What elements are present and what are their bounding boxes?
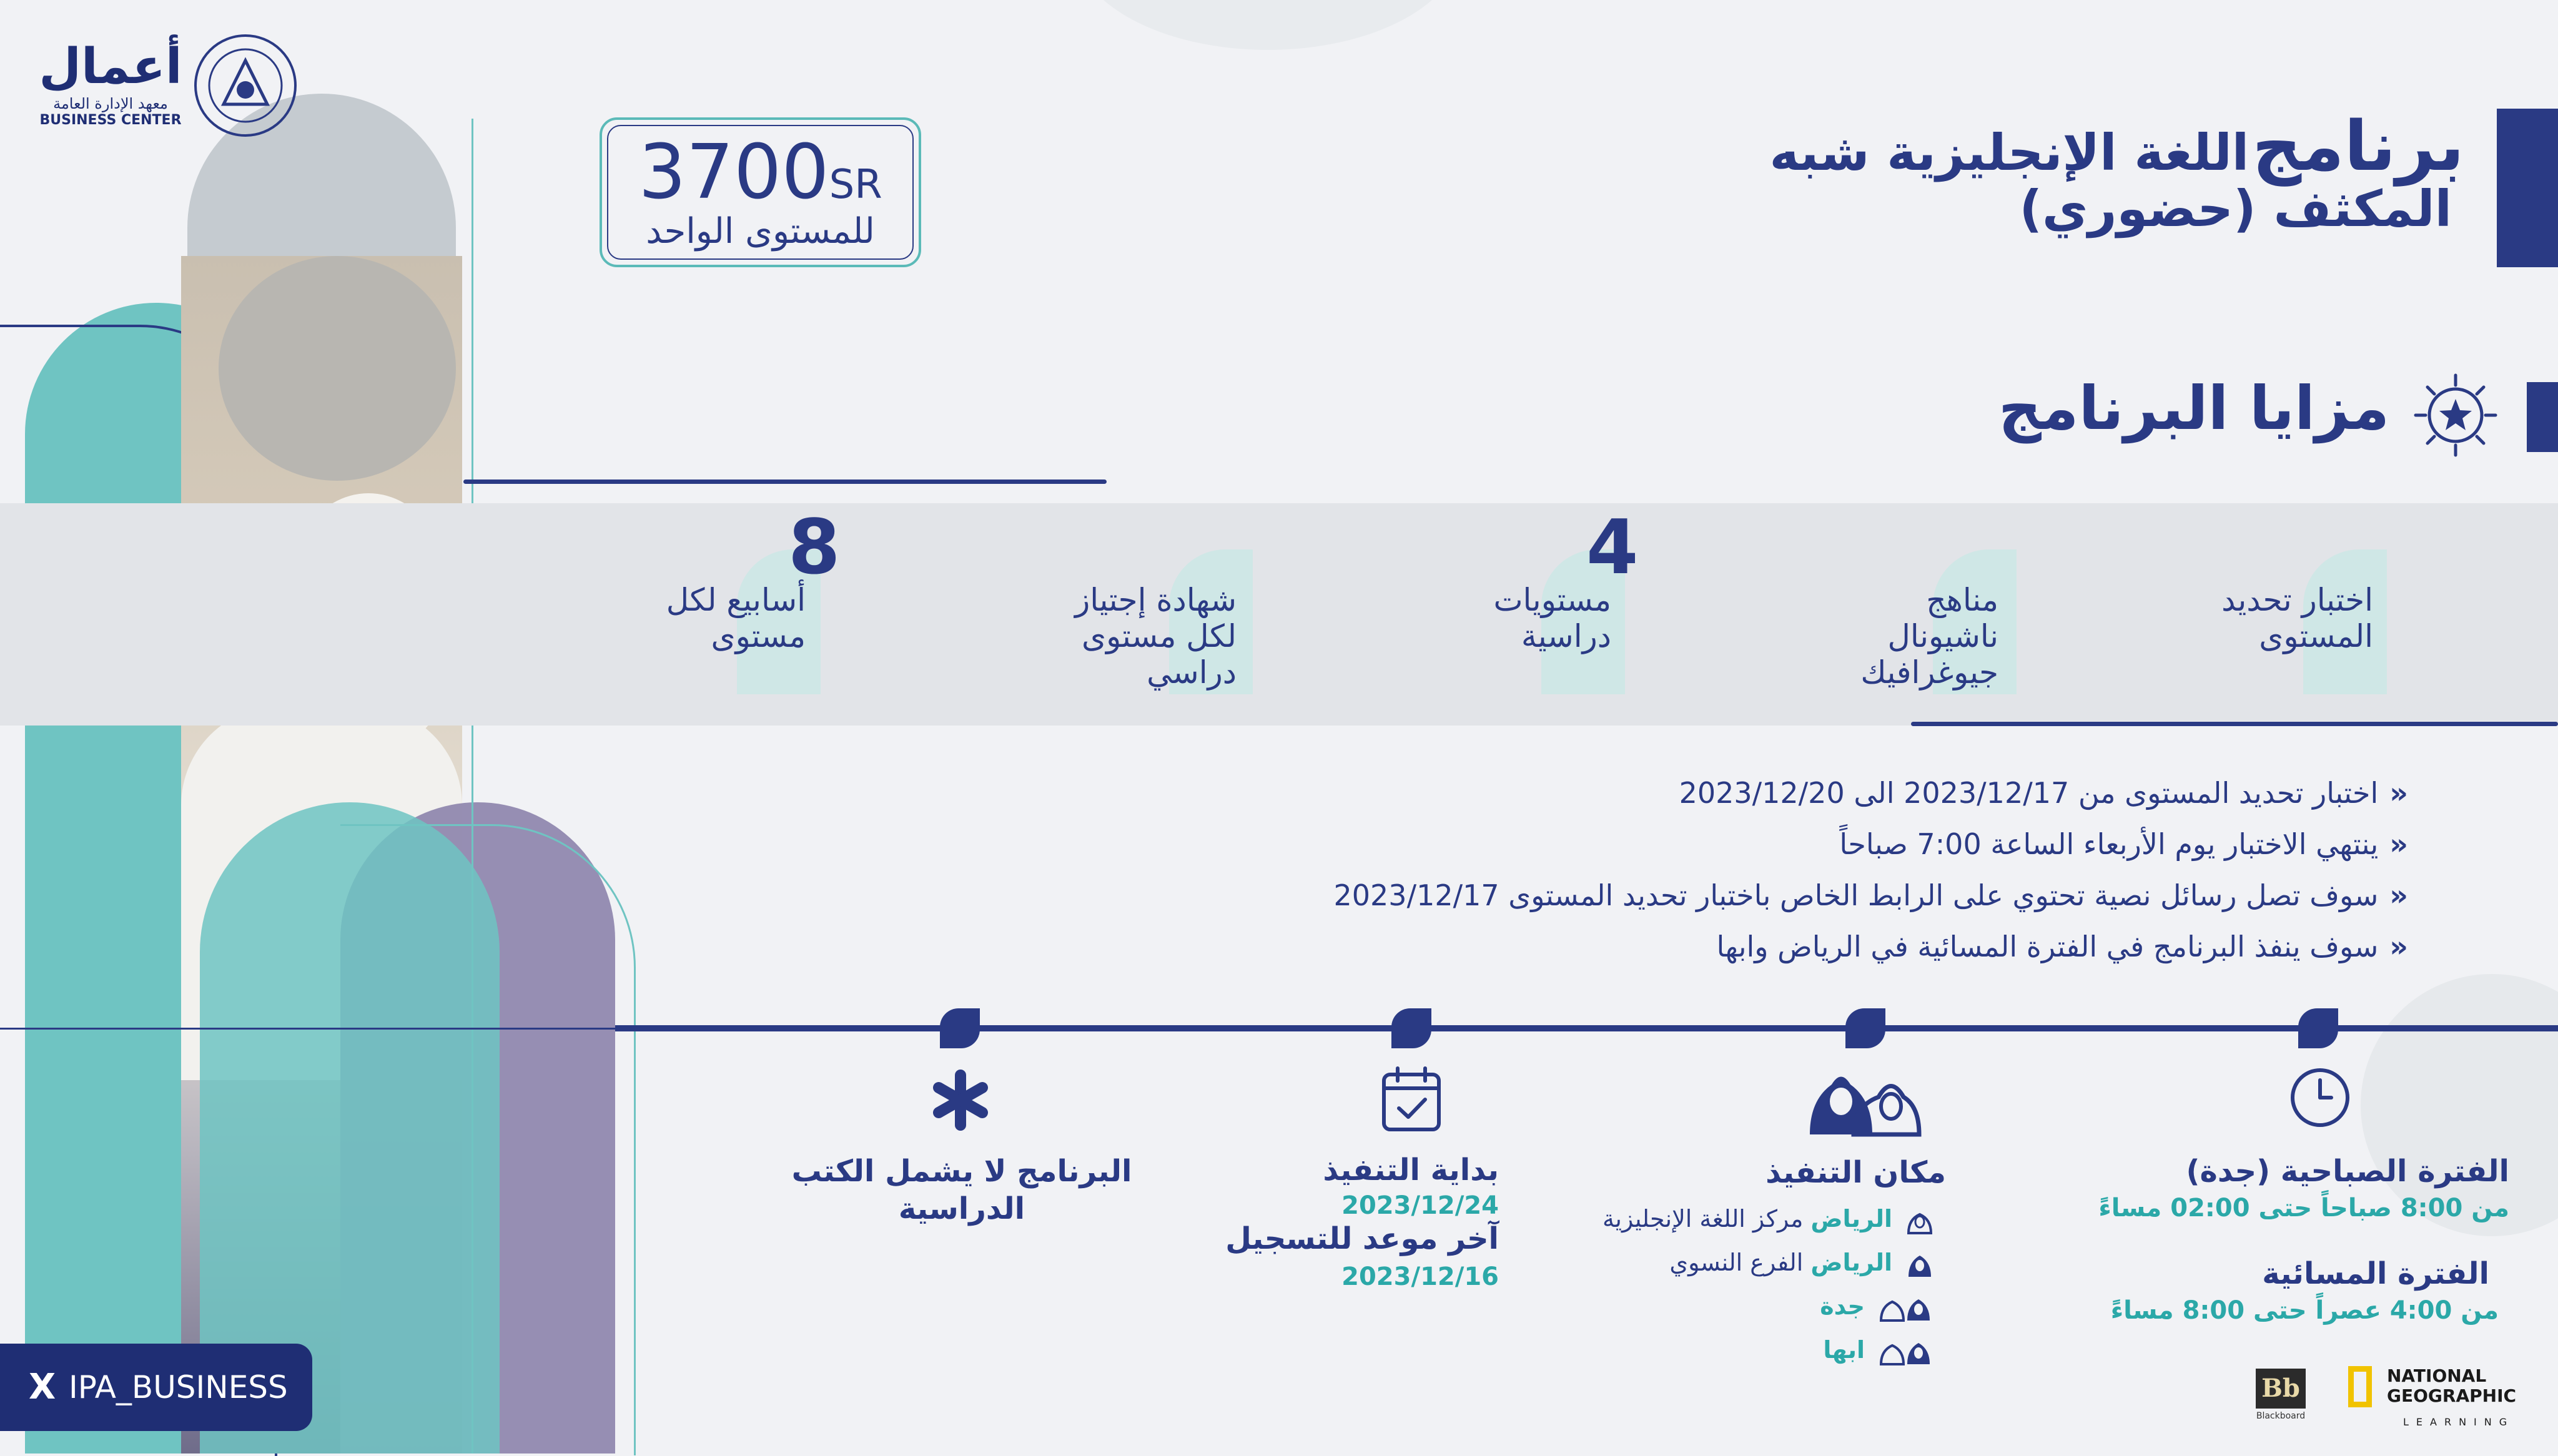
- bullet-text-3: سوف تصل رسائل نصية تحتوي على الرابط الخاص باختبار تحديد المستوى 2023/12/17: [1333, 878, 2379, 912]
- star-badge-icon: [2412, 371, 2499, 459]
- bullet-item-1: [1679, 774, 2408, 812]
- morning-period-time: من 8:00 صباحاً حتى 02:00 مساءً: [2098, 1194, 2509, 1222]
- blackboard-mark: Bb: [2256, 1369, 2306, 1409]
- feature-weeks: أسابيع لكل مستوى: [666, 582, 806, 654]
- features-heading: مزايا البرنامج: [1998, 373, 2389, 443]
- timeline-marker-1: [2298, 1008, 2338, 1048]
- bullet-item-2: [1839, 825, 2408, 863]
- people-pair-icon: [1879, 1294, 1933, 1322]
- program-title-line2: المكثف (حضوري): [2019, 180, 2452, 238]
- double-chevron-icon: «: [2389, 827, 2408, 861]
- clock-icon: [2289, 1066, 2351, 1129]
- feature-levels-number: 4: [1586, 504, 1639, 591]
- feature-certificate: شهادة إجتياز لكل مستوى دراسي: [1075, 582, 1237, 691]
- price-per-level: للمستوى الواحد: [646, 211, 875, 252]
- asterisk-icon: [929, 1069, 992, 1131]
- natgeo-line3: LEARNING: [2403, 1416, 2515, 1428]
- evening-period-time: من 4:00 عصراً حتى 8:00 مساءً: [2110, 1296, 2499, 1325]
- location-city-2: الرياض: [1810, 1249, 1892, 1276]
- location-city-4: ابها: [1823, 1336, 1865, 1364]
- location-row-1: [1602, 1205, 1933, 1234]
- double-chevron-icon: «: [2389, 878, 2408, 912]
- location-row-2: [1669, 1249, 1933, 1278]
- photo-person-head-1: [219, 256, 456, 481]
- social-handle-button[interactable]: [0, 1344, 312, 1431]
- features-divider-bottom: [1911, 722, 2558, 726]
- features-divider-top: [463, 480, 1107, 484]
- natgeo-line1: NATIONAL: [2387, 1365, 2487, 1386]
- books-note: البرنامج لا يشمل الكتب الدراسية: [791, 1154, 1132, 1226]
- title-accent-bar: [2497, 109, 2558, 267]
- start-date-title: بداية التنفيذ: [1323, 1153, 1499, 1188]
- double-chevron-icon: «: [2389, 930, 2408, 963]
- feature-weeks-number: 8: [788, 504, 841, 591]
- registration-deadline-value: 2023/12/16: [1341, 1262, 1499, 1291]
- price-amount-row: [602, 129, 919, 216]
- decor-outline-arch-bottom: [340, 824, 636, 1455]
- program-title-prefix: برنامج: [2252, 106, 2464, 186]
- people-icon: [1804, 1063, 1922, 1138]
- location-title: مكان التنفيذ: [1765, 1155, 1946, 1190]
- price-box: [600, 117, 921, 267]
- timeline-marker-2: [1845, 1008, 1885, 1048]
- feature-natgeo-curriculum: مناهج ناشيونال جيوغرافيك: [1860, 582, 1998, 691]
- woman-icon: [1906, 1251, 1933, 1278]
- double-chevron-icon: «: [2389, 776, 2408, 810]
- natgeo-frame-icon: [2348, 1366, 2372, 1407]
- location-detail-1: مركز اللغة الإنجليزية: [1602, 1205, 1804, 1232]
- price-currency: SR: [829, 162, 882, 208]
- bullet-text-1: اختبار تحديد المستوى من 2023/12/17 الى 2023/12/20: [1679, 776, 2379, 810]
- feature-placement-test: اختبار تحديد المستوى: [2221, 582, 2373, 654]
- bullet-text-2: ينتهي الاختبار يوم الأربعاء الساعة 7:00 صباحاً: [1839, 827, 2379, 861]
- blackboard-label: Blackboard: [2256, 1411, 2306, 1421]
- business-center-logo: [39, 39, 182, 145]
- location-row-4: [1823, 1336, 1933, 1365]
- natgeo-line2: GEOGRAPHIC: [2387, 1385, 2517, 1406]
- bullet-item-4: [1717, 928, 2409, 965]
- bullet-text-4: سوف ينفذ البرنامج في الفترة المسائية في الرياض وابها: [1716, 930, 2379, 963]
- man-icon: [1906, 1207, 1933, 1234]
- timeline-marker-3: [1391, 1008, 1431, 1048]
- location-city-3: جدة: [1820, 1292, 1865, 1320]
- timeline-line-left: [0, 1028, 615, 1030]
- blackboard-logo: [2256, 1369, 2306, 1421]
- morning-period-title: الفترة الصباحية (جدة): [2186, 1154, 2509, 1189]
- decor-vertical-line: [472, 119, 473, 1454]
- registration-deadline-title: آخر موعد للتسجيل: [1225, 1221, 1499, 1256]
- price-amount: 3700: [638, 129, 829, 216]
- amal-logo-mark: أعمال: [39, 39, 182, 95]
- features-heading-bar: [2527, 382, 2558, 452]
- business-center-ar: معهد الإدارة العامة: [53, 95, 168, 112]
- location-city-1: الرياض: [1810, 1205, 1892, 1232]
- social-handle: IPA_BUSINESS: [69, 1369, 288, 1405]
- evening-period-title: الفترة المسائية: [2262, 1256, 2489, 1291]
- natgeo-logo: [2348, 1365, 2517, 1429]
- bullet-item-3: [1334, 877, 2409, 914]
- program-title-line1: [1528, 106, 2464, 186]
- timeline-line: [615, 1025, 2558, 1031]
- decor-circle-top: [1074, 0, 1461, 50]
- start-date-value: 2023/12/24: [1341, 1191, 1499, 1220]
- x-logo-icon: X: [29, 1367, 56, 1407]
- calendar-icon: [1380, 1065, 1443, 1133]
- location-detail-2: الفرع النسوي: [1669, 1249, 1804, 1276]
- program-title-line1-rest: اللغة الإنجليزية شبه: [1769, 124, 2249, 182]
- program-title: [1528, 106, 2464, 238]
- ipa-seal-logo: [192, 32, 299, 139]
- location-row-3: [1820, 1292, 1933, 1322]
- people-pair-icon: [1879, 1338, 1933, 1365]
- business-center-en: BUSINESS CENTER: [39, 112, 182, 128]
- feature-levels: مستويات دراسية: [1493, 582, 1611, 654]
- timeline-marker-4: [940, 1008, 980, 1048]
